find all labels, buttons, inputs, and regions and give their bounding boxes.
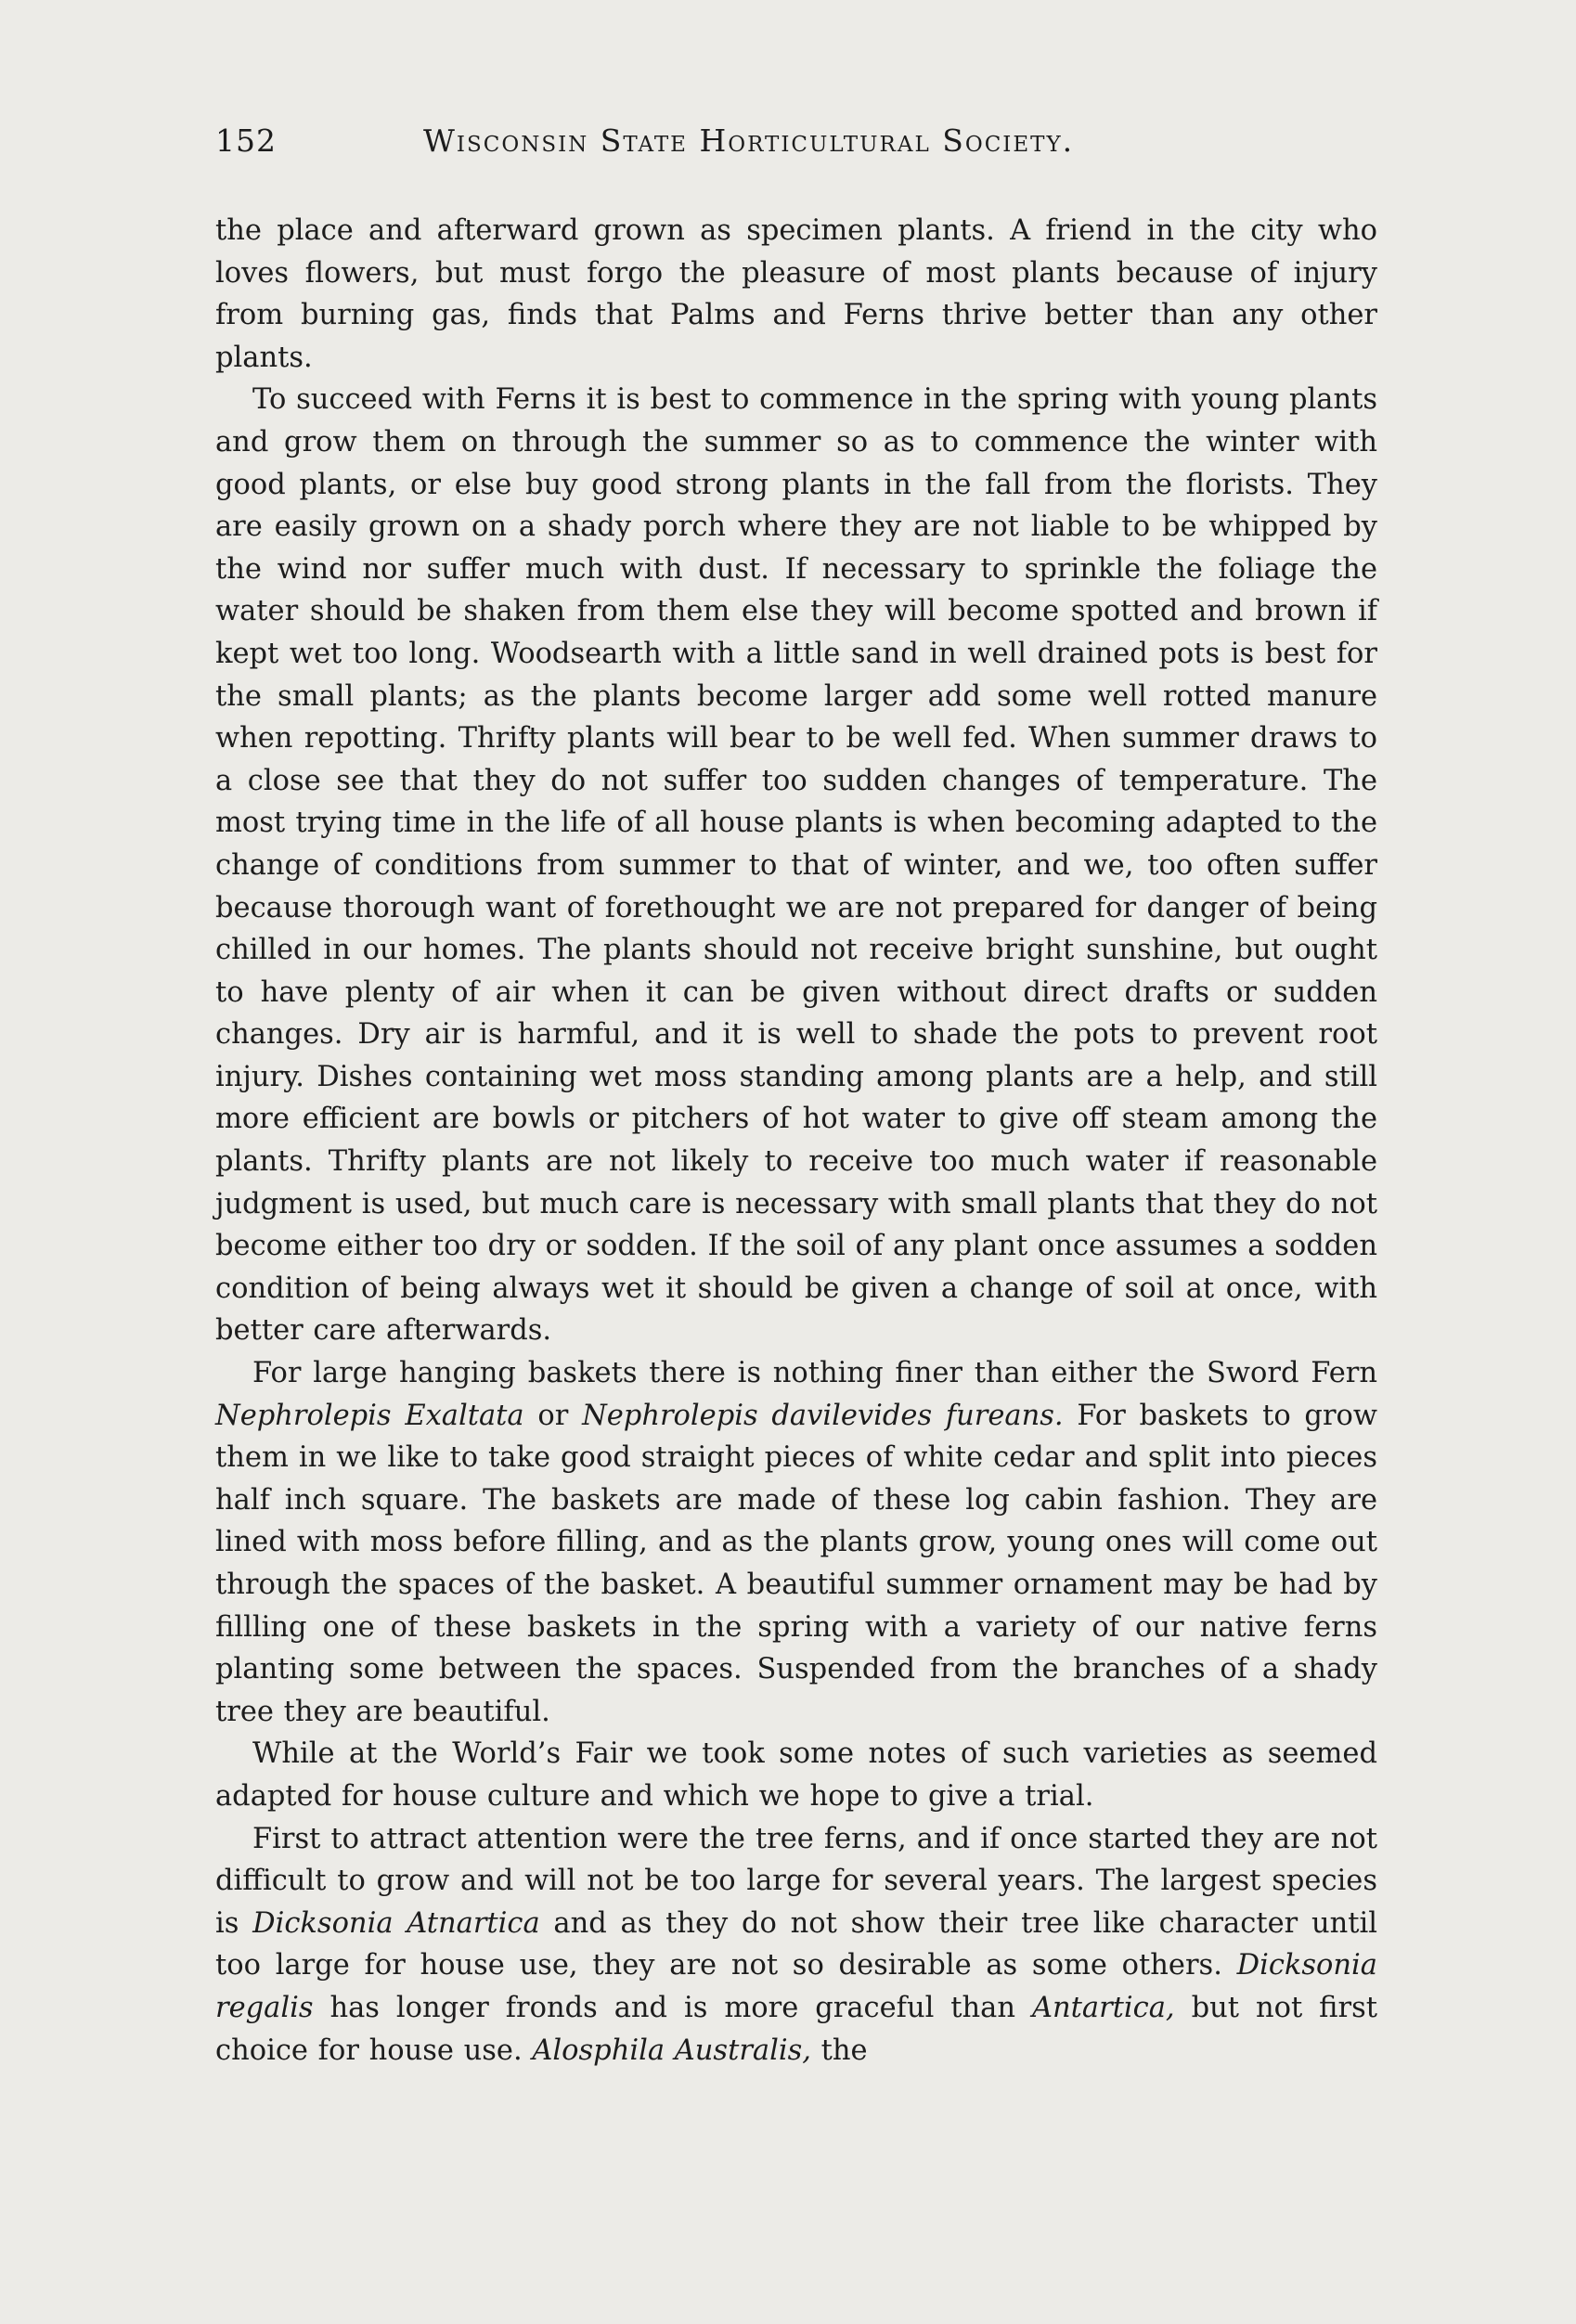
italic-text: Alosphila Australis, <box>532 2034 811 2067</box>
paragraph <box>215 1818 1377 2072</box>
paragraph-text: or <box>523 1399 583 1432</box>
italic-text: Nephrolepis davilevides fureans. <box>582 1399 1064 1432</box>
paragraph-text: To succeed with Ferns it is best to commence in the spring with young plants and grow them on through the summer so as to commence the winter with good plants, or else buy good strong plants in the fall from the florists. They are easily grown on a shady porch where they are not liable to be whipped by the wind nor suffer much with dust. If necessary to sprinkle the foliage the water should be shaken from them else they will become spotted and brown if kept wet too long. Woodsearth with a little sand in well drained pots is best for the small plants; as the plants become larger add some well rotted manure when repotting. Thrifty plants will bear to be well fed. When summer draws to a close see that they do not suffer too sudden changes of temperature. The most trying time in the life of all house plants is when becoming adapted to the change of conditions from summer to that of winter, and we, too often suffer because thorough want of forethought we are not prepared for danger of being chilled in our homes. The plants should not receive bright sunshine, but ought to have plenty of air when it can be given without direct drafts or sudden changes. Dry air is harmful, and it is well to shade the pots to prevent root injury. Dishes containing wet moss standing among plants are a help, and still more efficient are bowls or pitchers of hot water to give off steam among the plants. Thrifty plants are not likely to receive too much water if reasonable judgment is used, but much care is necessary with small plants that they do not become either too dry or sodden. If the soil of any plant once assumes a sodden condition of being always wet it should be given a change of soil at once, with better care afterwards. <box>215 383 1377 1348</box>
paragraph <box>215 1352 1377 1733</box>
italic-text: Nephrolepis Exaltata <box>215 1399 524 1432</box>
italic-text: Dicksonia regalis <box>215 1949 1377 2024</box>
paragraph-text: but not first choice for house use. <box>215 1991 1377 2067</box>
running-title: Wisconsin State Horticultural Society. <box>423 123 1075 159</box>
page-number: 152 <box>215 123 277 159</box>
paragraph-text: First to attract attention were the tree ferns, and if once started they are not difficult to grow and will not be too large for several years. The largest species is <box>215 1822 1377 1940</box>
paragraph-text: has longer fronds and is more graceful than <box>313 1991 1032 2024</box>
paragraph-text: and as they do not show their tree like character until too large for house use, they are not so desirable as some others. <box>215 1906 1377 1982</box>
paragraph-text: the place and afterward grown as specimen plants. A friend in the city who loves flowers, but must forgo the pleasure of most plants because of injury from burning gas, finds that Palms and Ferns thrive better than any other plants. <box>215 214 1377 374</box>
paragraph-text: While at the World’s Fair we took some notes of such varieties as seemed adapted for house culture and which we hope to give a trial. <box>215 1737 1377 1813</box>
paragraph <box>215 1733 1377 1817</box>
paragraph-text: For large hanging baskets there is nothing finer than either the Sword Fern <box>252 1357 1377 1390</box>
italic-text: Antartica, <box>1031 1991 1175 2024</box>
italic-text: Dicksonia Atnartica <box>252 1906 540 1940</box>
page-header <box>215 123 1205 169</box>
paragraph <box>215 379 1377 1352</box>
paragraph-text: the <box>810 2034 868 2067</box>
paragraph-text: For baskets to grow them in we like to take good straight pieces of white cedar and split into pieces half inch square. The baskets are made of these log cabin fashion. They are lined with moss before filling, and as the plants grow, young ones will come out through the spaces of the basket. A beautiful summer ornament may be had by fillling one of these baskets in the spring with a variety of our native ferns planting some between the spaces. Suspended from the branches of a shady tree they are beautiful. <box>215 1399 1378 1728</box>
body-text <box>215 210 1377 2072</box>
paragraph <box>215 210 1377 379</box>
